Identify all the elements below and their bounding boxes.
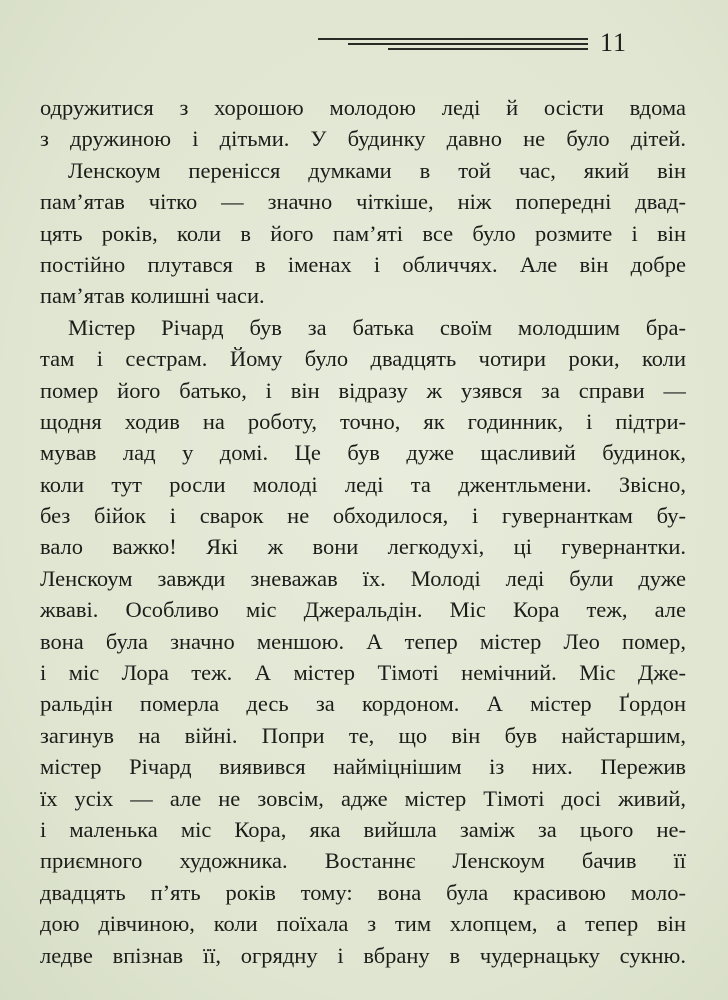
- text-line: одружитися з хорошою молодою леді й осісти вдома: [40, 95, 686, 120]
- text-line: містер Річард виявився найміцнішим із них. Пережив: [40, 754, 686, 780]
- text-line: постійно плутався в іменах і обличчях. Але він добре: [40, 251, 686, 277]
- text-line: пам’ятав чітко — значно чіткіше, ніж попередні двад-: [40, 189, 686, 215]
- text-line: коли тут росли молоді леді та джентльмени. Звісно,: [40, 471, 686, 497]
- text-line: двадцять п’ять років тому: вона була красивою моло-: [40, 879, 686, 905]
- text-line: приємного художника. Востаннє Ленскоум бачив її: [40, 848, 686, 874]
- text-line: вона була значно меншою. А тепер містер Лео помер,: [40, 628, 686, 654]
- body-text: [40, 92, 686, 971]
- text-line: Ленскоум перенісся думками в той час, який він: [68, 157, 686, 183]
- text-line: вало важко! Які ж вони легкодухі, ці гувернантки.: [40, 534, 686, 560]
- text-line: з дружиною і дітьми. У будинку давно не було дітей.: [40, 126, 686, 152]
- text-line: ледве впізнав її, огрядну і вбрану в чудернацьку сукню.: [40, 942, 686, 968]
- text-line: дою дівчиною, коли поїхала з тим хлопцем, а тепер він: [40, 911, 686, 937]
- text-line: цять років, коли в його пам’яті все було розмите і він: [40, 220, 686, 246]
- text-line: мував лад у домі. Це був дуже щасливий будинок,: [40, 440, 686, 466]
- text-line: там і сестрам. Йому було двадцять чотири роки, коли: [40, 346, 686, 372]
- text-line: без бійок і сварок не обходилося, і гувернанткам бу-: [40, 503, 686, 529]
- text-line: загинув на війні. Попри те, що він був найстаршим,: [40, 722, 686, 748]
- page-number: 11: [600, 28, 628, 57]
- text-line: пам’ятав колишні часи.: [40, 283, 265, 309]
- text-line: і маленька міс Кора, яка вийшла заміж за цього не-: [40, 816, 686, 842]
- text-line: Містер Річард був за батька своїм молодшим бра-: [68, 314, 686, 340]
- text-line: жваві. Особливо міс Джеральдін. Міс Кора теж, але: [40, 597, 686, 623]
- header-rule-ornament: [318, 36, 588, 56]
- text-line: щодня ходив на роботу, точно, як годинник, і підтри-: [40, 408, 686, 434]
- text-line: Ленскоум завжди зневажав їх. Молоді леді були дуже: [40, 565, 686, 591]
- text-line: помер його батько, і він відразу ж узявся за справи —: [40, 377, 686, 403]
- text-line: ральдін померла десь за кордоном. А містер Ґордон: [40, 691, 686, 717]
- text-line: і міс Лора теж. А містер Тімоті немічний. Міс Дже-: [40, 660, 686, 686]
- text-line: їх усіх — але не зовсім, адже містер Тімоті досі живий,: [40, 785, 686, 811]
